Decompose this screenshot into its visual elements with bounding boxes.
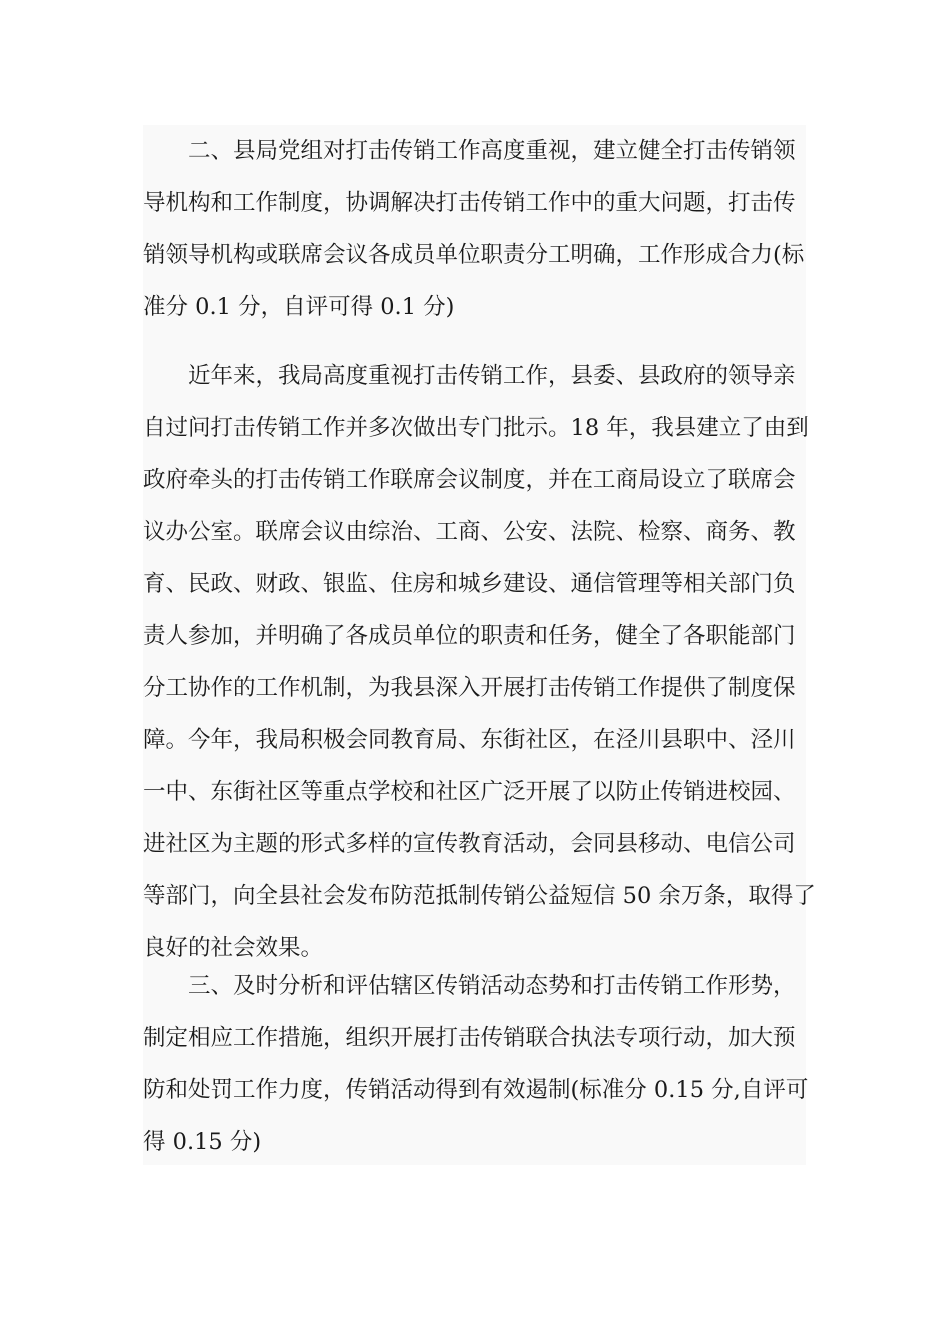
text-line: 等部门，向全县社会发布防范抵制传销公益短信 50 余万条，取得了 bbox=[143, 883, 816, 909]
text-line: 防和处罚工作力度，传销活动得到有效遏制(标准分 0.15 分,自评可 bbox=[143, 1077, 809, 1103]
text-line: 近年来，我局高度重视打击传销工作，县委、县政府的领导亲 bbox=[188, 363, 796, 389]
document-body bbox=[143, 125, 816, 1165]
text-line: 得 0.15 分) bbox=[143, 1129, 262, 1155]
text-line: 议办公室。联席会议由综治、工商、公安、法院、检察、商务、教 bbox=[143, 519, 796, 545]
text-line: 导机构和工作制度，协调解决打击传销工作中的重大问题，打击传 bbox=[143, 190, 796, 216]
paragraph-section-two bbox=[143, 125, 806, 333]
text-line: 一中、东街社区等重点学校和社区广泛开展了以防止传销进校园、 bbox=[143, 779, 796, 805]
text-line: 责人参加，并明确了各成员单位的职责和任务，健全了各职能部门 bbox=[143, 623, 796, 649]
text-line: 准分 0.1 分，自评可得 0.1 分) bbox=[143, 294, 455, 320]
text-line: 三、及时分析和评估辖区传销活动态势和打击传销工作形势， bbox=[188, 973, 796, 999]
text-line: 良好的社会效果。 bbox=[143, 935, 324, 961]
text-line: 政府牵头的打击传销工作联席会议制度，并在工商局设立了联席会 bbox=[143, 467, 796, 493]
text-line: 制定相应工作措施，组织开展打击传销联合执法专项行动，加大预 bbox=[143, 1025, 796, 1051]
text-line: 销领导机构或联席会议各成员单位职责分工明确，工作形成合力(标 bbox=[143, 242, 805, 268]
text-line: 二、县局党组对打击传销工作高度重视，建立健全打击传销领 bbox=[188, 138, 796, 164]
paragraph-recent-years bbox=[143, 350, 816, 974]
text-line: 育、民政、财政、银监、住房和城乡建设、通信管理等相关部门负 bbox=[143, 571, 796, 597]
text-line: 分工协作的工作机制，为我县深入开展打击传销工作提供了制度保 bbox=[143, 675, 796, 701]
text-line: 障。今年，我局积极会同教育局、东街社区，在泾川县职中、泾川 bbox=[143, 727, 796, 753]
paragraph-section-three bbox=[143, 960, 809, 1168]
text-line: 自过问打击传销工作并多次做出专门批示。18 年，我县建立了由到 bbox=[143, 415, 809, 441]
text-line: 进社区为主题的形式多样的宣传教育活动，会同县移动、电信公司 bbox=[143, 831, 796, 857]
